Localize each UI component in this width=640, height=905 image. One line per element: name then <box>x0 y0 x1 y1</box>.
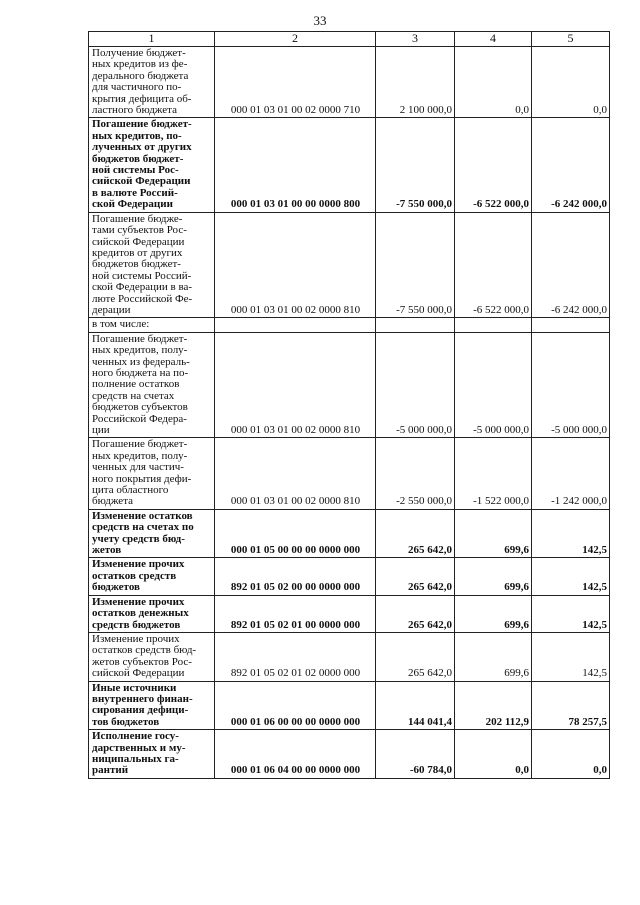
row-code: 000 01 06 00 00 00 0000 000 <box>215 681 376 730</box>
row-name <box>89 47 215 118</box>
row-name-line: ции <box>92 424 110 436</box>
header-row <box>89 32 610 47</box>
row-value-col-3: 265 642,0 <box>376 509 455 558</box>
row-value-col-4 <box>455 318 532 332</box>
table-row <box>89 595 610 632</box>
row-value-col-3: 265 642,0 <box>376 595 455 632</box>
row-name-line: бюджета <box>92 495 134 508</box>
row-name-line: средств на счетах по <box>92 521 194 534</box>
row-name-line: ного бюджета на по- <box>92 366 189 379</box>
row-name-line: средств бюджетов <box>92 618 181 631</box>
row-name <box>89 681 215 730</box>
row-value-col-3: 265 642,0 <box>376 558 455 595</box>
row-value-col-5: 142,5 <box>532 632 610 681</box>
row-value-col-4: -1 522 000,0 <box>455 438 532 509</box>
row-name-line: Иные источники <box>92 681 177 694</box>
row-name-line: крытия дефицита об- <box>92 92 192 105</box>
row-value-col-4: 699,6 <box>455 595 532 632</box>
row-name-line: учету средств бюд- <box>92 532 185 545</box>
row-code: 000 01 03 01 00 02 0000 810 <box>215 438 376 509</box>
table-row <box>89 509 610 558</box>
row-name-line: ных кредитов, по- <box>92 129 182 142</box>
row-code <box>215 318 376 332</box>
row-code: 000 01 03 01 00 00 0000 800 <box>215 118 376 212</box>
table-row <box>89 47 610 118</box>
row-value-col-4: -5 000 000,0 <box>455 332 532 438</box>
table-row <box>89 318 610 332</box>
row-name-line: Погашение бюджет- <box>92 118 192 131</box>
row-name-line: Изменение прочих <box>92 558 185 571</box>
row-name-line: дерации <box>92 303 131 316</box>
header-col-4: 4 <box>455 32 532 47</box>
table-row <box>89 438 610 509</box>
row-value-col-4: 699,6 <box>455 558 532 595</box>
budget-sources-table <box>88 31 610 779</box>
row-value-col-4: -6 522 000,0 <box>455 118 532 212</box>
row-name-line: дарственных и му- <box>92 741 186 754</box>
row-value-col-5: 142,5 <box>532 558 610 595</box>
row-name-line: сийской Федерации <box>92 235 185 248</box>
header-col-5: 5 <box>532 32 610 47</box>
row-name-line: сийской Федерации <box>92 667 185 680</box>
row-code: 892 01 05 02 00 00 0000 000 <box>215 558 376 595</box>
row-name-line: Исполнение госу- <box>92 730 179 743</box>
row-name-line: ченных из федераль- <box>92 355 190 368</box>
table-row <box>89 558 610 595</box>
row-value-col-5: -6 242 000,0 <box>532 212 610 318</box>
row-value-col-5: 0,0 <box>532 47 610 118</box>
row-name-line: остатков денежных <box>92 607 189 620</box>
row-value-col-4: 699,6 <box>455 509 532 558</box>
row-name-line: остатков средств <box>92 569 177 582</box>
row-name-line: кредитов от других <box>92 246 183 259</box>
row-code: 000 01 06 04 00 00 0000 000 <box>215 730 376 779</box>
row-name-line: рантий <box>92 764 129 777</box>
row-value-col-3: -2 550 000,0 <box>376 438 455 509</box>
page-number: 33 <box>313 13 327 28</box>
row-value-col-3: -7 550 000,0 <box>376 212 455 318</box>
row-name-line: в том числе: <box>92 318 150 331</box>
row-name <box>89 558 215 595</box>
row-name-line: ной системы Россий- <box>92 269 192 282</box>
table-body <box>89 47 610 779</box>
row-name-line: ластного бюджета <box>92 104 177 117</box>
row-value-col-3: -5 000 000,0 <box>376 332 455 438</box>
row-code: 000 01 05 00 00 00 0000 000 <box>215 509 376 558</box>
row-value-col-3: -60 784,0 <box>376 730 455 779</box>
row-name-line: тами субъектов Рос- <box>92 224 187 237</box>
row-value-col-3 <box>376 318 455 332</box>
row-code: 892 01 05 02 01 00 0000 000 <box>215 595 376 632</box>
table-row <box>89 332 610 438</box>
row-name-line: цита областного <box>92 484 169 497</box>
row-value-col-4: 0,0 <box>455 730 532 779</box>
row-name-line: ной системы Рос- <box>92 164 179 177</box>
row-value-col-3: 265 642,0 <box>376 632 455 681</box>
row-value-col-4: 0,0 <box>455 47 532 118</box>
row-name-line: лученных от других <box>92 141 192 154</box>
row-value-col-4: 699,6 <box>455 632 532 681</box>
row-name-line: полнение остатков <box>92 378 180 391</box>
row-name-line: ного покрытия дефи- <box>92 472 192 485</box>
row-name-line: остатков средств бюд- <box>92 644 197 657</box>
row-name-line: внутреннего финан- <box>92 692 193 705</box>
row-name-line: бюджетов <box>92 581 140 594</box>
row-value-col-3: -7 550 000,0 <box>376 118 455 212</box>
row-name <box>89 595 215 632</box>
row-value-col-4: -6 522 000,0 <box>455 212 532 318</box>
header-col-1: 1 <box>89 32 215 47</box>
row-code: 000 01 03 01 00 02 0000 710 <box>215 47 376 118</box>
table-row <box>89 632 610 681</box>
row-code: 892 01 05 02 01 02 0000 000 <box>215 632 376 681</box>
table-row <box>89 681 610 730</box>
row-name-line: сирования дефици- <box>92 704 189 717</box>
row-name-line: тов бюджетов <box>92 715 160 728</box>
row-name-line: жетов субъектов Рос- <box>92 655 192 668</box>
row-name-line: бюджетов бюджет- <box>92 258 181 271</box>
row-name-line: сийской Федерации <box>92 175 191 188</box>
row-name <box>89 509 215 558</box>
table-row <box>89 730 610 779</box>
row-name-line: ченных для частич- <box>92 461 184 474</box>
row-name-line: Изменение прочих <box>92 595 185 608</box>
header-col-3: 3 <box>376 32 455 47</box>
row-name-line: ных кредитов, полу- <box>92 449 188 462</box>
row-name-line: бюджетов субъектов <box>92 401 188 414</box>
row-value-col-5: -5 000 000,0 <box>532 332 610 438</box>
row-name <box>89 118 215 212</box>
row-name <box>89 730 215 779</box>
table-row <box>89 118 610 212</box>
row-name-line: в валюте Россий- <box>92 186 178 199</box>
row-value-col-5: 142,5 <box>532 509 610 558</box>
row-name <box>89 332 215 438</box>
row-name <box>89 318 215 332</box>
row-value-col-4: 202 112,9 <box>455 681 532 730</box>
row-name-line: жетов <box>92 544 122 557</box>
row-name-line: Погашение бюджет- <box>92 438 188 451</box>
row-code: 000 01 03 01 00 02 0000 810 <box>215 332 376 438</box>
row-value-col-5: 142,5 <box>532 595 610 632</box>
row-name <box>89 212 215 318</box>
row-name-line: Получение бюджет- <box>92 47 186 59</box>
row-name-line: люте Российской Фе- <box>92 292 193 305</box>
row-name-line: дерального бюджета <box>92 69 189 82</box>
row-name-line: ниципальных га- <box>92 752 179 765</box>
row-code: 000 01 03 01 00 02 0000 810 <box>215 212 376 318</box>
row-name-line: средств на счетах <box>92 389 175 402</box>
row-name-line: Изменение прочих <box>92 632 180 645</box>
row-value-col-5: -1 242 000,0 <box>532 438 610 509</box>
row-name-line: ской Федерации <box>92 198 173 211</box>
row-name <box>89 438 215 509</box>
header-col-2: 2 <box>215 32 376 47</box>
row-value-col-5: 0,0 <box>532 730 610 779</box>
row-value-col-3: 144 041,4 <box>376 681 455 730</box>
row-name-line: ных кредитов, полу- <box>92 344 188 357</box>
row-name-line: Погашение бюдже- <box>92 212 183 225</box>
row-value-col-3: 2 100 000,0 <box>376 47 455 118</box>
row-value-col-5 <box>532 318 610 332</box>
row-name-line: бюджетов бюджет- <box>92 152 184 165</box>
row-name-line: ных кредитов из фе- <box>92 58 188 71</box>
row-name-line: Российской Федера- <box>92 412 187 425</box>
row-name-line: Изменение остатков <box>92 509 193 522</box>
row-value-col-5: 78 257,5 <box>532 681 610 730</box>
row-value-col-5: -6 242 000,0 <box>532 118 610 212</box>
row-name-line: ской Федерации в ва- <box>92 281 193 294</box>
row-name <box>89 632 215 681</box>
row-name-line: Погашение бюджет- <box>92 332 188 345</box>
table-row <box>89 212 610 318</box>
row-name-line: для частичного по- <box>92 81 182 94</box>
